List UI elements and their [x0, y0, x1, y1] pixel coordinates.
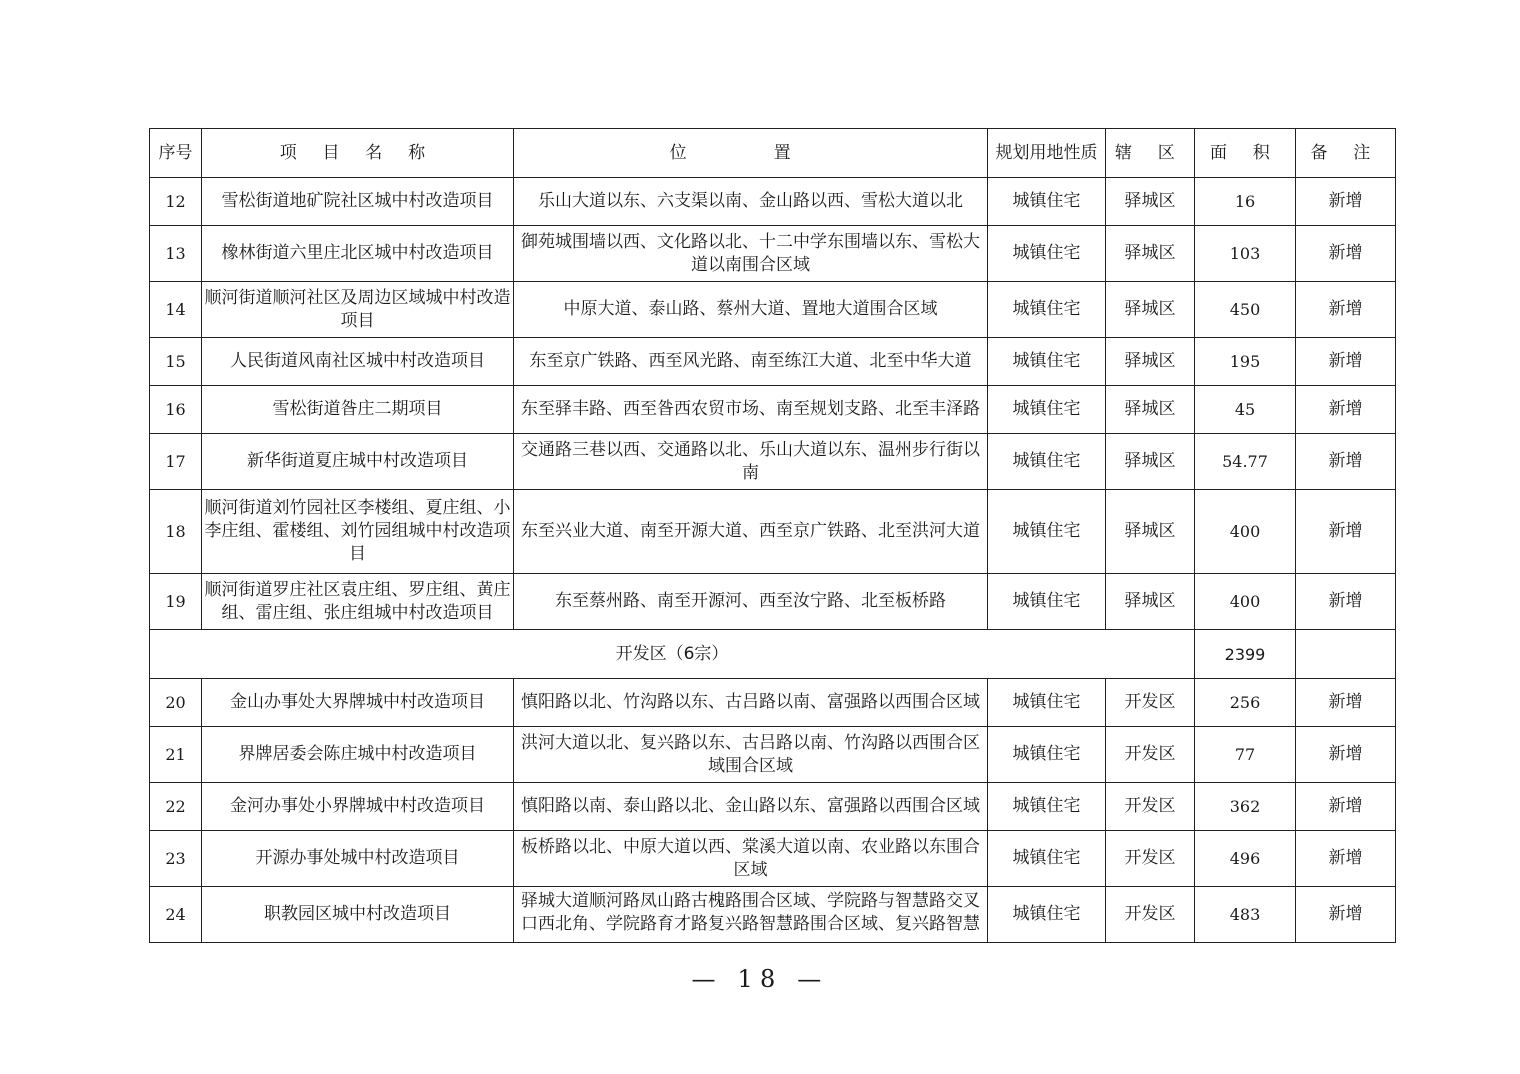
cell-seq: 19: [150, 574, 202, 630]
cell-name: 金山办事处大界牌城中村改造项目: [202, 679, 514, 727]
cell-name: 新华街道夏庄城中村改造项目: [202, 434, 514, 490]
cell-district: 驿城区: [1106, 434, 1195, 490]
cell-land-use: 城镇住宅: [988, 679, 1106, 727]
cell-district: 开发区: [1106, 831, 1195, 887]
cell-district: 开发区: [1106, 783, 1195, 831]
cell-remark: 新增: [1296, 178, 1396, 226]
cell-location: 慎阳路以南、泰山路以北、金山路以东、富强路以西围合区域: [514, 783, 988, 831]
header-location: 位 置: [514, 129, 988, 178]
cell-name: 金河办事处小界牌城中村改造项目: [202, 783, 514, 831]
cell-seq: 21: [150, 727, 202, 783]
cell-area: 16: [1195, 178, 1296, 226]
cell-name: 人民街道风南社区城中村改造项目: [202, 338, 514, 386]
header-name: 项 目 名 称: [202, 129, 514, 178]
cell-district: 驿城区: [1106, 282, 1195, 338]
section-remark: [1296, 630, 1396, 679]
header-area: 面 积: [1195, 129, 1296, 178]
cell-area: 400: [1195, 574, 1296, 630]
header-row: [150, 129, 1396, 178]
cell-remark: 新增: [1296, 783, 1396, 831]
table-row: [150, 178, 1396, 226]
table-row: [150, 434, 1396, 490]
cell-district: 驿城区: [1106, 574, 1195, 630]
cell-district: 驿城区: [1106, 226, 1195, 282]
cell-district: 驿城区: [1106, 338, 1195, 386]
cell-district: 驿城区: [1106, 386, 1195, 434]
table-row: [150, 386, 1396, 434]
cell-name: 顺河街道刘竹园社区李楼组、夏庄组、小李庄组、霍楼组、刘竹园组城中村改造项目: [202, 490, 514, 574]
cell-land-use: 城镇住宅: [988, 226, 1106, 282]
table-row: [150, 226, 1396, 282]
cell-area: 450: [1195, 282, 1296, 338]
cell-district: 开发区: [1106, 887, 1195, 943]
section-area: 2399: [1195, 630, 1296, 679]
cell-seq: 12: [150, 178, 202, 226]
cell-remark: 新增: [1296, 831, 1396, 887]
cell-area: 195: [1195, 338, 1296, 386]
cell-remark: 新增: [1296, 226, 1396, 282]
table-row: [150, 338, 1396, 386]
cell-district: 驿城区: [1106, 490, 1195, 574]
cell-area: 362: [1195, 783, 1296, 831]
cell-area: 256: [1195, 679, 1296, 727]
cell-remark: 新增: [1296, 338, 1396, 386]
cell-land-use: 城镇住宅: [988, 434, 1106, 490]
cell-land-use: 城镇住宅: [988, 386, 1106, 434]
header-land-use: 规划用地性质: [988, 129, 1106, 178]
cell-location: 东至兴业大道、南至开源大道、西至京广铁路、北至洪河大道: [514, 490, 988, 574]
cell-seq: 15: [150, 338, 202, 386]
cell-name: 橡林街道六里庄北区城中村改造项目: [202, 226, 514, 282]
cell-location: 东至蔡州路、南至开源河、西至汝宁路、北至板桥路: [514, 574, 988, 630]
cell-location: 中原大道、泰山路、蔡州大道、置地大道围合区域: [514, 282, 988, 338]
project-table: [149, 128, 1396, 943]
cell-remark: 新增: [1296, 727, 1396, 783]
cell-district: 开发区: [1106, 679, 1195, 727]
cell-area: 54.77: [1195, 434, 1296, 490]
cell-location: 御苑城围墙以西、文化路以北、十二中学东围墙以东、雪松大道以南围合区域: [514, 226, 988, 282]
cell-location: 板桥路以北、中原大道以西、棠溪大道以南、农业路以东围合区域: [514, 831, 988, 887]
cell-land-use: 城镇住宅: [988, 783, 1106, 831]
cell-seq: 13: [150, 226, 202, 282]
cell-remark: 新增: [1296, 434, 1396, 490]
cell-land-use: 城镇住宅: [988, 831, 1106, 887]
cell-seq: 16: [150, 386, 202, 434]
cell-location: 乐山大道以东、六支渠以南、金山路以西、雪松大道以北: [514, 178, 988, 226]
cell-name: 顺河街道罗庄社区袁庄组、罗庄组、黄庄组、雷庄组、张庄组城中村改造项目: [202, 574, 514, 630]
cell-area: 77: [1195, 727, 1296, 783]
table-row: [150, 282, 1396, 338]
cell-land-use: 城镇住宅: [988, 887, 1106, 943]
cell-area: 496: [1195, 831, 1296, 887]
section-row: [150, 630, 1396, 679]
cell-seq: 23: [150, 831, 202, 887]
cell-land-use: 城镇住宅: [988, 574, 1106, 630]
cell-land-use: 城镇住宅: [988, 178, 1106, 226]
cell-seq: 14: [150, 282, 202, 338]
table-row: [150, 490, 1396, 574]
cell-district: 驿城区: [1106, 178, 1195, 226]
table-row: [150, 574, 1396, 630]
table-row: [150, 783, 1396, 831]
cell-name: 开源办事处城中村改造项目: [202, 831, 514, 887]
cell-name: 雪松街道昝庄二期项目: [202, 386, 514, 434]
section-label: 开发区（6宗）: [150, 630, 1195, 679]
cell-seq: 22: [150, 783, 202, 831]
table-row: [150, 679, 1396, 727]
cell-land-use: 城镇住宅: [988, 727, 1106, 783]
cell-seq: 17: [150, 434, 202, 490]
cell-location: 驿城大道顺河路凤山路古槐路围合区域、学院路与智慧路交叉口西北角、学院路育才路复兴路智慧路围合区域、复兴路智慧: [514, 887, 988, 943]
cell-location: 东至驿丰路、西至昝西农贸市场、南至规划支路、北至丰泽路: [514, 386, 988, 434]
cell-area: 400: [1195, 490, 1296, 574]
cell-remark: 新增: [1296, 490, 1396, 574]
cell-name: 职教园区城中村改造项目: [202, 887, 514, 943]
cell-area: 483: [1195, 887, 1296, 943]
cell-district: 开发区: [1106, 727, 1195, 783]
page-number: — 18 —: [691, 965, 829, 993]
cell-remark: 新增: [1296, 887, 1396, 943]
cell-location: 交通路三巷以西、交通路以北、乐山大道以东、温州步行街以南: [514, 434, 988, 490]
table-row: [150, 887, 1396, 943]
header-district: 辖 区: [1106, 129, 1195, 178]
cell-seq: 24: [150, 887, 202, 943]
cell-name: 顺河街道顺河社区及周边区域城中村改造项目: [202, 282, 514, 338]
header-remark: 备 注: [1296, 129, 1396, 178]
cell-location: 洪河大道以北、复兴路以东、古吕路以南、竹沟路以西围合区域围合区域: [514, 727, 988, 783]
header-seq: 序号: [150, 129, 202, 178]
cell-remark: 新增: [1296, 574, 1396, 630]
table-row: [150, 727, 1396, 783]
cell-area: 103: [1195, 226, 1296, 282]
cell-seq: 20: [150, 679, 202, 727]
cell-area: 45: [1195, 386, 1296, 434]
cell-name: 界牌居委会陈庄城中村改造项目: [202, 727, 514, 783]
cell-land-use: 城镇住宅: [988, 490, 1106, 574]
cell-land-use: 城镇住宅: [988, 338, 1106, 386]
cell-name: 雪松街道地矿院社区城中村改造项目: [202, 178, 514, 226]
cell-remark: 新增: [1296, 386, 1396, 434]
cell-location: 东至京广铁路、西至风光路、南至练江大道、北至中华大道: [514, 338, 988, 386]
cell-location: 慎阳路以北、竹沟路以东、古吕路以南、富强路以西围合区域: [514, 679, 988, 727]
cell-remark: 新增: [1296, 679, 1396, 727]
cell-seq: 18: [150, 490, 202, 574]
table-row: [150, 831, 1396, 887]
cell-land-use: 城镇住宅: [988, 282, 1106, 338]
cell-remark: 新增: [1296, 282, 1396, 338]
